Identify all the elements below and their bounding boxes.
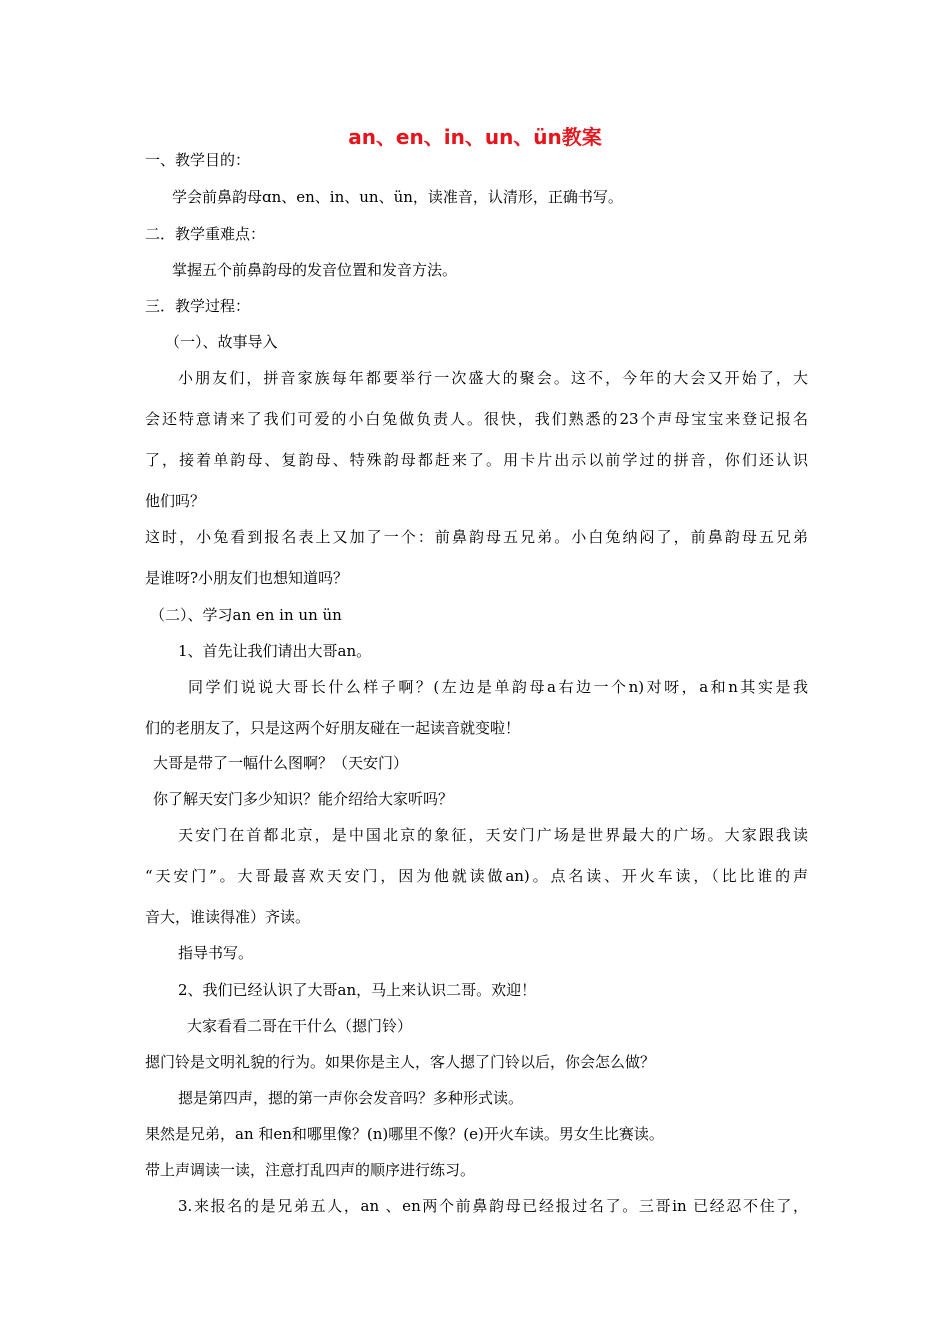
subsection-heading-story: （一）、故事导入 [165,333,278,351]
paragraph-line: 大家看看二哥在干什么（摁门铃） [187,1017,413,1035]
paragraph-line: 果然是兄弟，an 和en和哪里像？(n)哪里不像？(e)开火车读。男女生比赛读。 [145,1125,664,1143]
paragraph-line: 1、首先让我们请出大哥an。 [178,642,372,660]
section-heading-key-points: 二．教学重难点： [145,225,266,243]
paragraph-line: 你了解天安门多少知识？能介绍给大家听吗？ [153,790,454,808]
paragraph-line: 这时，小兔看到报名表上又加了一个：前鼻韵母五兄弟。小白兔纳闷了，前鼻韵母五兄弟 [145,528,808,546]
paragraph-line: 3.来报名的是兄弟五人，an 、en两个前鼻韵母已经报过名了。三哥in 已经忍不住了， [178,1197,808,1215]
paragraph-line: 指导书写。 [178,944,254,962]
paragraph-line: 小朋友们，拼音家族每年都要举行一次盛大的聚会。这不，今年的大会又开始了，大 [178,369,808,387]
paragraph-line: 摁是第四声，摁的第一声你会发音吗？多种形式读。 [178,1089,524,1107]
subsection-heading-learn: （二）、学习an en in un ün [150,606,342,624]
paragraph-line: 2、我们已经认识了大哥an，马上来认识二哥。欢迎！ [178,981,537,999]
paragraph-line: 同学们说说大哥长什么样子啊？(左边是单韵母a右边一个n)对呀，a和n其实是我 [188,678,808,696]
paragraph-line: 是谁呀?小朋友们也想知道吗？ [145,569,349,587]
paragraph-line: 天安门在首都北京，是中国北京的象征，天安门广场是世界最大的广场。大家跟我读 [178,826,808,844]
section-heading-objectives: 一、教学目的： [145,151,251,169]
paragraph-line: 掌握五个前鼻韵母的发音位置和发音方法。 [172,261,458,279]
paragraph-line: 音大，谁读得准）齐读。 [145,908,311,926]
paragraph-line: 学会前鼻韵母ɑn、en、in、un、ün，读准音，认清形，正确书写。 [172,188,623,206]
section-heading-process: 三．教学过程： [145,297,251,315]
paragraph-line: 大哥是带了一幅什么图啊？（天安门） [153,754,409,772]
paragraph-line: 摁门铃是文明礼貌的行为。如果你是主人，客人摁了门铃以后，你会怎么做？ [145,1053,656,1071]
paragraph-line: 带上声调读一读，注意打乱四声的顺序进行练习。 [145,1161,476,1179]
paragraph-line: 他们吗？ [145,492,206,510]
paragraph-line: 了，接着单韵母、复韵母、特殊韵母都赶来了。用卡片出示以前学过的拼音，你们还认识 [145,451,808,469]
paragraph-line: 会还特意请来了我们可爱的小白兔做负责人。很快，我们熟悉的23个声母宝宝来登记报名 [145,410,808,428]
document-title: an、en、in、un、ün教案 [348,125,602,149]
paragraph-line: 们的老朋友了，只是这两个好朋友碰在一起读音就变啦！ [145,719,521,737]
paragraph-line: “天安门”。大哥最喜欢天安门，因为他就读做an)。点名读、开火车读，（比比谁的声 [145,867,808,885]
